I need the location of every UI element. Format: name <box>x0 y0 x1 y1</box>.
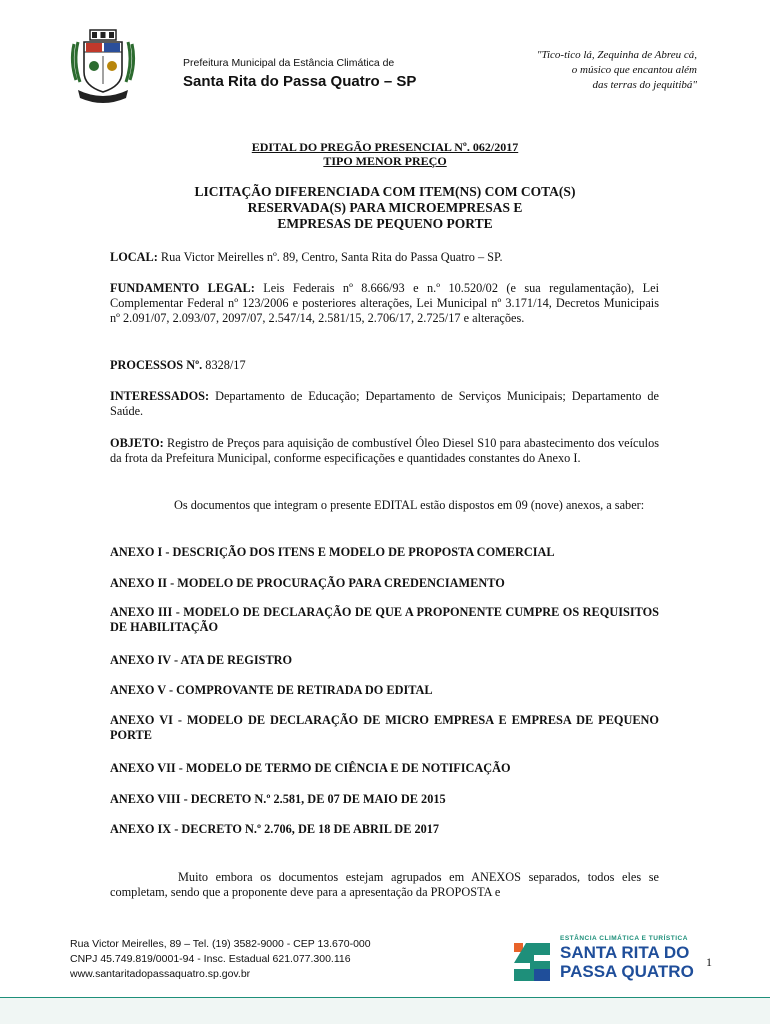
objeto-label: OBJETO: <box>110 436 164 450</box>
header-quote <box>487 48 697 93</box>
anexo-item: ANEXO VI - MODELO DE DECLARAÇÃO DE MICRO EMPRESA E EMPRESA DE PEQUENO PORTE <box>110 713 659 742</box>
interessados-label: INTERESSADOS: <box>110 389 210 403</box>
anexo-item: ANEXO IV - ATA DE REGISTRO <box>110 653 293 667</box>
page-number: 1 <box>706 955 712 969</box>
processos-paragraph <box>110 358 659 373</box>
objeto-value: Registro de Preços para aquisição de combustível Óleo Diesel S10 para abastecimento dos veículos da frota da Prefeitura Municipal, conforme especificações e quantidades constantes do Anexo I. <box>110 436 659 465</box>
city-logo-icon <box>510 937 554 983</box>
processos-label: PROCESSOS Nº. <box>110 358 203 372</box>
footer-address: Rua Victor Meirelles, 89 – Tel. (19) 3582-9000 - CEP 13.670-000 <box>70 938 371 950</box>
footer-address-block <box>70 937 371 982</box>
local-paragraph <box>110 250 659 265</box>
anexo-item: ANEXO III - MODELO DE DECLARAÇÃO DE QUE A PROPONENTE CUMPRE OS REQUISITOS DE HABILITAÇÃO <box>110 605 659 634</box>
footer-bar <box>0 998 770 1024</box>
quote-line: o músico que encantou além <box>571 64 697 76</box>
fundamento-label: FUNDAMENTO LEGAL: <box>110 281 255 295</box>
interessados-value: Departamento de Educação; Departamento de Serviços Municipais; Departamento de Saúde. <box>110 389 659 418</box>
logo-line-1: SANTA RITA DO <box>560 943 690 962</box>
documentos-paragraph: Os documentos que integram o presente EDITAL estão dispostos em 09 (nove) anexos, a saber: <box>174 498 645 512</box>
city-logo <box>510 933 700 985</box>
anexo-item: ANEXO I - DESCRIÇÃO DOS ITENS E MODELO DE PROPOSTA COMERCIAL <box>110 545 555 559</box>
licitacao-line: LICITAÇÃO DIFERENCIADA COM ITEM(NS) COM COTA(S) <box>194 184 576 199</box>
anexo-item: ANEXO VIII - DECRETO N.º 2.581, DE 07 DE MAIO DE 2015 <box>110 792 446 806</box>
footer-cnpj: CNPJ 45.749.819/0001-94 - Insc. Estadual 621.077.300.116 <box>70 953 351 965</box>
anexo-item: ANEXO V - COMPROVANTE DE RETIRADA DO EDITAL <box>110 683 433 697</box>
objeto-paragraph <box>110 436 659 466</box>
anexo-item: ANEXO II - MODELO DE PROCURAÇÃO PARA CREDENCIAMENTO <box>110 576 505 590</box>
anexo-item: ANEXO VII - MODELO DE TERMO DE CIÊNCIA E DE NOTIFICAÇÃO <box>110 761 511 775</box>
local-value: Rua Victor Meirelles nº. 89, Centro, Santa Rita do Passa Quatro – SP. <box>157 250 503 264</box>
fundamento-value: Leis Federais nº 8.666/93 e n.º 10.520/02 (e sua regulamentação), Lei Complementar Federal nº 123/2006 e posteriores alterações, Lei Municipal nº 3.171/14, Decretos Municipais nº 2.091/07, 2.093/07, 2097/07, 2.547/14, 2.581/15, 2.706/17, 2.725/17 e alterações. <box>110 281 659 325</box>
closing-paragraph: Muito embora os documentos estejam agrupados em ANEXOS separados, todos eles se completam, sendo que a proponente deve para a apresentação da PROPOSTA e <box>110 870 659 899</box>
interessados-paragraph <box>110 389 659 419</box>
header-title: Santa Rita do Passa Quatro – SP <box>183 73 417 90</box>
edital-title: EDITAL DO PREGÃO PRESENCIAL Nº. 062/2017 <box>251 140 519 154</box>
footer-site[interactable]: www.santaritadopassaquatro.sp.gov.br <box>70 968 251 980</box>
quote-line: das terras do jequitibá" <box>592 79 697 91</box>
logo-line-2: PASSA QUATRO <box>560 962 694 981</box>
coat-of-arms-icon <box>68 28 138 108</box>
logo-tagline: ESTÂNCIA CLIMÁTICA E TURÍSTICA <box>560 935 688 942</box>
anexo-item: ANEXO IX - DECRETO N.º 2.706, DE 18 DE ABRIL DE 2017 <box>110 822 440 836</box>
fundamento-paragraph <box>110 281 659 326</box>
quote-line: "Tico-tico lá, Zequinha de Abreu cá, <box>536 49 697 61</box>
licitacao-line: RESERVADA(S) PARA MICROEMPRESAS E <box>247 200 523 215</box>
local-label: LOCAL: <box>110 250 158 264</box>
licitacao-line: EMPRESAS DE PEQUENO PORTE <box>277 216 493 231</box>
processos-value: 8328/17 <box>202 358 246 372</box>
header-subtitle: Prefeitura Municipal da Estância Climática de <box>183 57 395 69</box>
edital-type: TIPO MENOR PREÇO <box>323 154 447 168</box>
licitacao-heading <box>0 184 770 232</box>
